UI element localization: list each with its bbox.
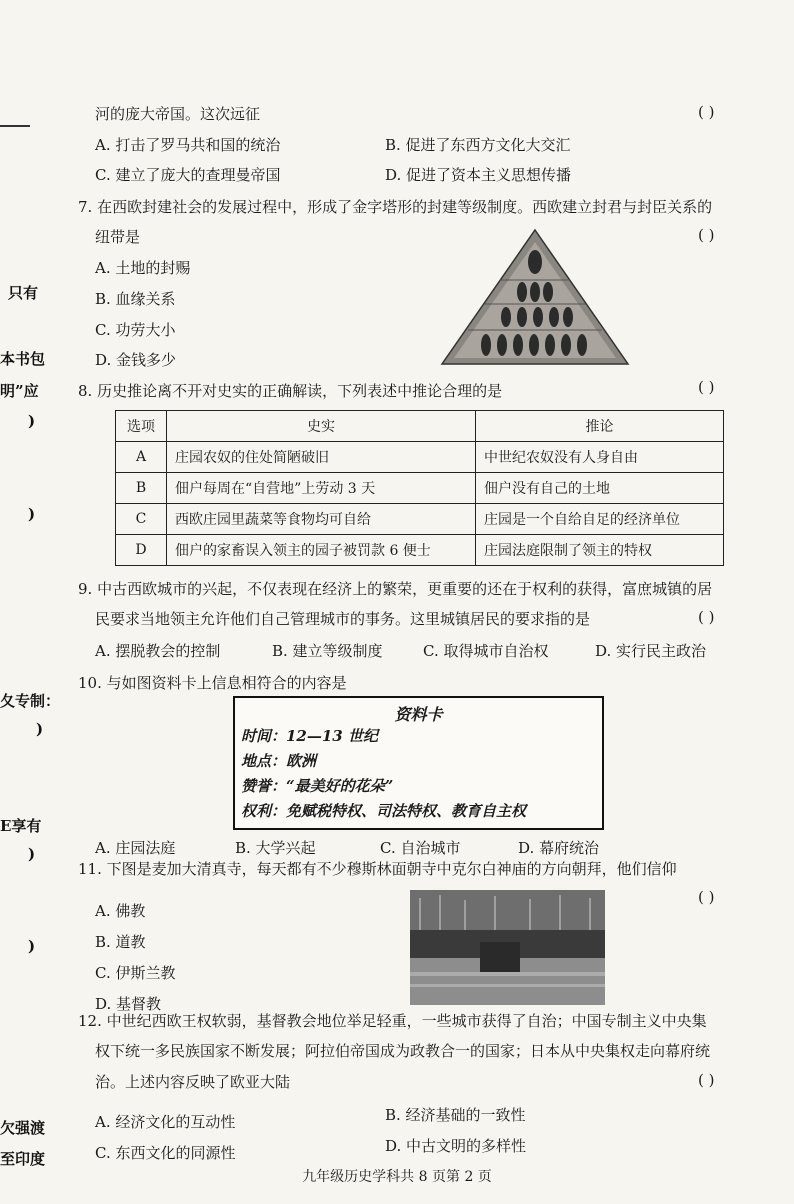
option-d: D. 促进了资本主义思想传播	[385, 166, 572, 184]
option-c: C. 伊斯兰教	[95, 964, 176, 982]
margin-fragment: )	[36, 720, 44, 738]
card-line: 权利：免赋税特权、司法特权、教育自主权	[241, 802, 527, 820]
column-header: 选项	[116, 411, 167, 442]
mecca-mosque-photo	[410, 890, 605, 1005]
answer-paren: ( )	[698, 608, 715, 626]
q12-stem-cont: 治。上述内容反映了欧亚大陆	[95, 1073, 291, 1091]
option-a: A. 打击了罗马共和国的统治	[95, 136, 281, 154]
margin-fragment: )	[28, 505, 36, 523]
margin-fragment: 只有	[8, 284, 39, 302]
page-footer: 九年级历史学科共 8 页第 2 页	[302, 1169, 492, 1185]
option-a: A. 佛教	[95, 902, 146, 920]
option-b: B. 血缘关系	[95, 290, 176, 308]
q6-stem: 河的庞大帝国。这次远征	[95, 105, 261, 123]
table-header-row	[116, 411, 724, 442]
card-line: 赞誉：“最美好的花朵”	[241, 777, 394, 795]
option-c: C. 取得城市自治权	[423, 642, 549, 660]
answer-paren: ( )	[698, 378, 715, 396]
table-cell: 庄园农奴的住处简陋破旧	[167, 442, 476, 473]
margin-rule	[0, 125, 30, 127]
q7-stem: 7. 在西欧封建社会的发展过程中，形成了金字塔形的封建等级制度。西欧建立封君与封臣关系的	[78, 198, 713, 216]
table-cell: A	[116, 442, 167, 473]
answer-paren: ( )	[698, 103, 715, 121]
margin-fragment: )	[28, 937, 36, 955]
option-d: D. 金钱多少	[95, 351, 177, 369]
card-line: 时间：12—13 世纪	[241, 727, 378, 745]
table-cell: 佃户每周在“自营地”上劳动 3 天	[167, 473, 476, 504]
option-d: D. 实行民主政治	[595, 642, 707, 660]
card-line: 地点：欧洲	[241, 752, 317, 770]
answer-paren: ( )	[698, 226, 715, 244]
q8-stem: 8. 历史推论离不开对史实的正确解读，下列表述中推论合理的是	[78, 382, 503, 400]
margin-fragment: E享有	[0, 817, 42, 835]
table-cell: 西欧庄园里蔬菜等食物均可自给	[167, 504, 476, 535]
column-header: 史实	[167, 411, 476, 442]
option-b: B. 建立等级制度	[272, 642, 383, 660]
q12-stem: 12. 中世纪西欧王权软弱，基督教会地位举足轻重，一些城市获得了自治；中国专制主义中央集	[78, 1012, 707, 1030]
q11-stem: 11. 下图是麦加大清真寺，每天都有不少穆斯林面朝寺中克尔白神庙的方向朝拜，他们信仰	[78, 860, 677, 878]
option-a: A. 土地的封赐	[95, 259, 191, 277]
table-cell: C	[116, 504, 167, 535]
margin-fragment: 明”应	[0, 382, 39, 400]
table-cell: 佃户没有自己的土地	[476, 473, 724, 504]
option-b: B. 经济基础的一致性	[385, 1106, 526, 1124]
q8-table	[115, 410, 724, 566]
table-cell: 中世纪农奴没有人身自由	[476, 442, 724, 473]
info-card	[233, 696, 604, 830]
margin-fragment: 至印度	[0, 1150, 46, 1168]
option-d: D. 幕府统治	[518, 839, 600, 857]
option-c: C. 功劳大小	[95, 321, 176, 339]
margin-fragment: )	[28, 412, 36, 430]
table-row	[116, 473, 724, 504]
q9-stem-cont: 民要求当地领主允许他们自己管理城市的事务。这里城镇居民的要求指的是	[95, 610, 591, 628]
q10-stem: 10. 与如图资料卡上信息相符合的内容是	[78, 674, 347, 692]
q7-stem-cont: 纽带是	[95, 228, 141, 246]
margin-fragment: 欠强渡	[0, 1119, 46, 1137]
card-title: 资料卡	[394, 705, 443, 724]
answer-paren: ( )	[698, 888, 715, 906]
table-row	[116, 442, 724, 473]
table-cell: D	[116, 535, 167, 566]
option-a: A. 庄园法庭	[95, 839, 176, 857]
table-row	[116, 504, 724, 535]
option-b: B. 大学兴起	[235, 839, 316, 857]
margin-fragment: 夂专制：	[0, 692, 61, 710]
q9-stem: 9. 中古西欧城市的兴起，不仅表现在经济上的繁荣，更重要的还在于权利的获得，富庶城镇的居	[78, 580, 713, 598]
table-row	[116, 535, 724, 566]
option-c: C. 建立了庞大的查理曼帝国	[95, 166, 281, 184]
option-b: B. 促进了东西方文化大交汇	[385, 136, 571, 154]
option-d: D. 中古文明的多样性	[385, 1137, 527, 1155]
feudal-pyramid-illustration	[440, 228, 630, 366]
table-cell: B	[116, 473, 167, 504]
table-cell: 庄园法庭限制了领主的特权	[476, 535, 724, 566]
option-a: A. 经济文化的互动性	[95, 1113, 236, 1131]
option-d: D. 基督教	[95, 995, 162, 1013]
option-b: B. 道教	[95, 933, 146, 951]
answer-paren: ( )	[698, 1071, 715, 1089]
column-header: 推论	[476, 411, 724, 442]
option-a: A. 摆脱教会的控制	[95, 642, 221, 660]
option-c: C. 东西文化的同源性	[95, 1144, 236, 1162]
table-cell: 佃户的家畜误入领主的园子被罚款 6 便士	[167, 535, 476, 566]
table-cell: 庄园是一个自给自足的经济单位	[476, 504, 724, 535]
option-c: C. 自治城市	[380, 839, 461, 857]
margin-fragment: )	[28, 845, 36, 863]
q12-stem-cont: 权下统一多民族国家不断发展；阿拉伯帝国成为政教合一的国家；日本从中央集权走向幕府统	[95, 1042, 711, 1060]
margin-fragment: 本书包	[0, 350, 46, 368]
